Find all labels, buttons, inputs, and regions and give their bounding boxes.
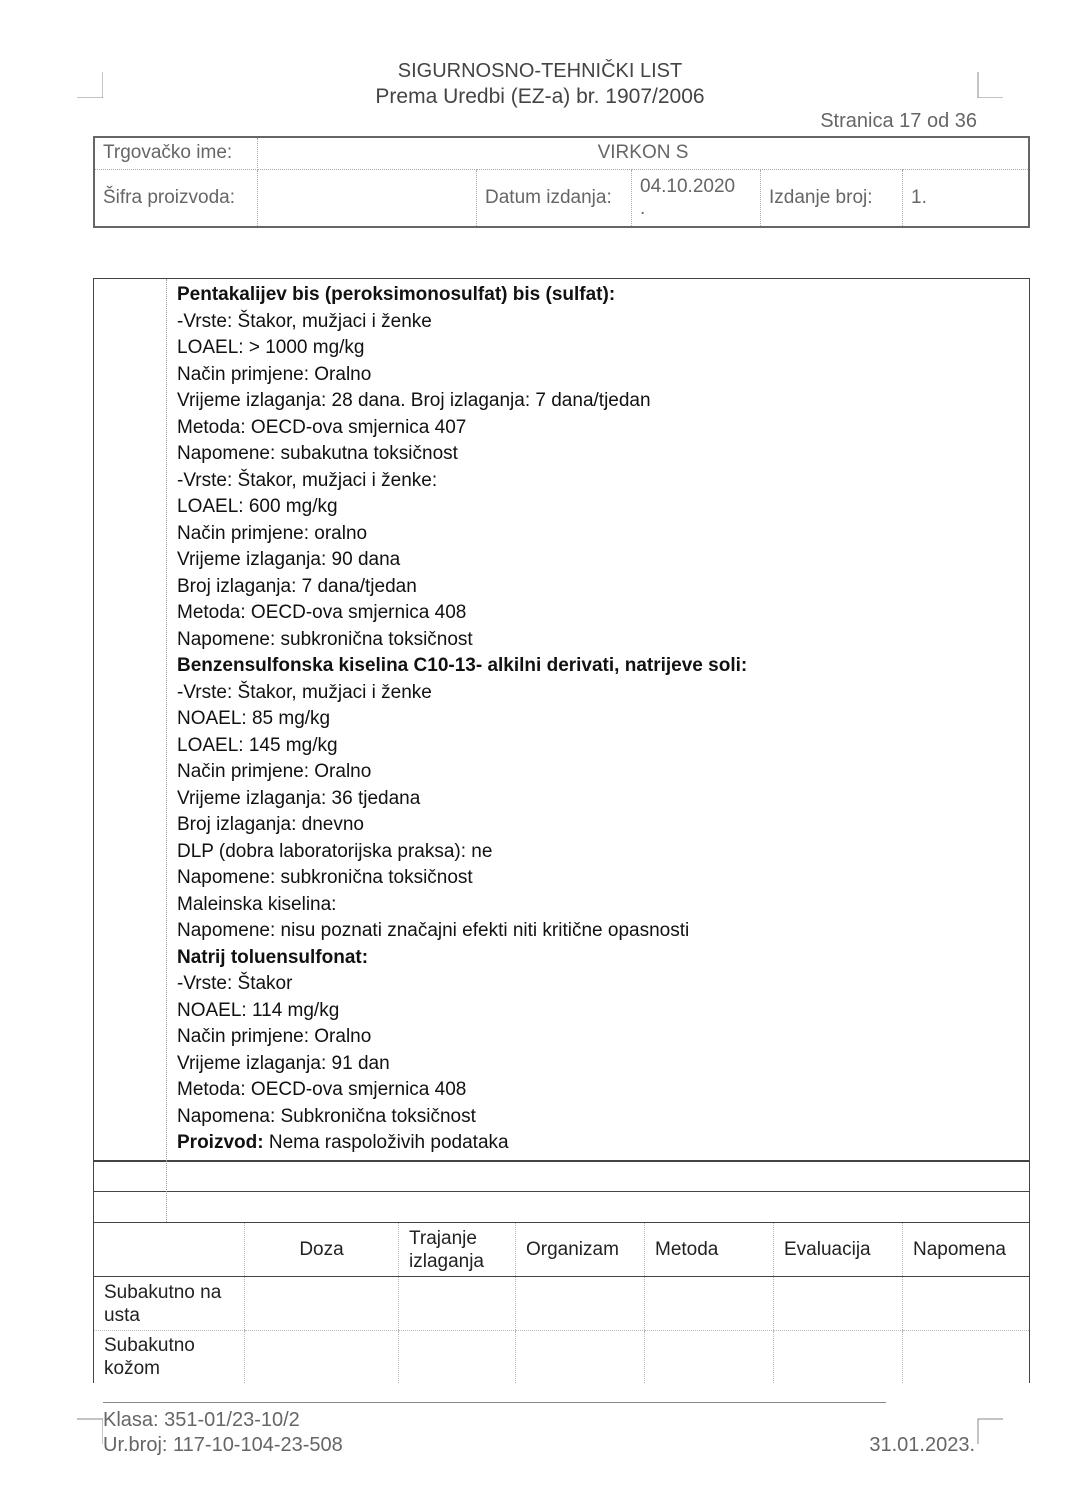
- text-line: DLP (dobra laboratorijska praksa): ne: [177, 840, 493, 862]
- text-line: Benzensulfonska kiselina C10-13- alkilni derivati, natrijeve soli:: [177, 655, 748, 676]
- text-line: Napomene: nisu poznati značajni efekti niti kritične opasnosti: [177, 920, 690, 941]
- text-line: Način primjene: Oralno: [177, 761, 372, 782]
- issue-date-label: Datum izdanja:: [477, 169, 632, 227]
- trade-name-label: Trgovačko ime:: [94, 137, 258, 169]
- dose-table-header: Evaluacija: [774, 1223, 903, 1277]
- toxicity-text: [177, 282, 747, 1157]
- issue-date-dot: .: [640, 197, 646, 219]
- text-line: Način primjene: Oralno: [177, 1026, 372, 1047]
- text-line: Metoda: OECD-ova smjernica 408: [177, 602, 467, 623]
- row-label: Subakutno na usta: [94, 1277, 245, 1331]
- dose-table-header: Metoda: [645, 1223, 774, 1277]
- text-line: Vrijeme izlaganja: 90 dana: [177, 549, 401, 570]
- table-cell: [399, 1277, 516, 1331]
- table-cell: [645, 1331, 774, 1384]
- table-cell: [774, 1277, 903, 1331]
- issue-date-cell: [632, 169, 761, 227]
- table-row: [94, 1331, 1030, 1384]
- text-line: Broj izlaganja: dnevno: [177, 814, 364, 835]
- text-line: Napomena: Subkronična toksičnost: [177, 1105, 476, 1127]
- text-line: NOAEL: 114 mg/kg: [177, 999, 340, 1021]
- text-line: Metoda: OECD-ova smjernica 407: [177, 416, 467, 438]
- text-line: -Vrste: Štakor, mužjaci i ženke: [177, 310, 432, 332]
- text-line: LOAEL: > 1000 mg/kg: [177, 337, 365, 358]
- product-info-table: [93, 136, 1030, 228]
- table-cell: [516, 1277, 645, 1331]
- crop-mark-icon: [977, 72, 1003, 98]
- crop-mark-icon: [977, 1418, 1003, 1444]
- text-line: Način primjene: oralno: [177, 522, 368, 544]
- text-line: -Vrste: Štakor, mužjaci i ženke:: [177, 469, 438, 491]
- row-divider: [93, 1160, 1030, 1161]
- text-line: Vrijeme izlaganja: 91 dan: [177, 1052, 390, 1074]
- footer-divider: [103, 1402, 886, 1403]
- table-cell: [903, 1331, 1030, 1384]
- text-line: Broj izlaganja: 7 dana/tjedan: [177, 575, 417, 597]
- text-line: Vrijeme izlaganja: 36 tjedana: [177, 787, 421, 809]
- table-cell: [774, 1331, 903, 1384]
- text-line: -Vrste: Štakor: [177, 973, 293, 994]
- dose-table: [93, 1222, 1030, 1383]
- bold-prefix: Proizvod:: [177, 1132, 264, 1153]
- table-cell: [399, 1331, 516, 1384]
- crop-mark-icon: [77, 1418, 103, 1444]
- footer-klasa: Klasa: 351-01/23-10/2: [103, 1409, 300, 1431]
- text-line: LOAEL: 145 mg/kg: [177, 734, 338, 756]
- text-line: Pentakalijev bis (peroksimonosulfat) bis (sulfat):: [177, 284, 616, 305]
- text-line: [177, 1130, 747, 1157]
- crop-mark-icon: [77, 72, 103, 98]
- text-line: Vrijeme izlaganja: 28 dana. Broj izlaganja: 7 dana/tjedan: [177, 390, 651, 411]
- text-line: LOAEL: 600 mg/kg: [177, 496, 338, 517]
- edition-value: 1.: [903, 169, 1030, 227]
- trade-name-value: VIRKON S: [258, 137, 1030, 169]
- document-title: SIGURNOSNO-TEHNIČKI LIST: [397, 60, 683, 82]
- text-line: Napomene: subkronična toksičnost: [177, 867, 473, 888]
- dose-table-header: Organizam: [516, 1223, 645, 1277]
- page-number: Stranica 17 od 36: [820, 110, 977, 132]
- dose-table-header: Trajanje izlaganja: [399, 1223, 516, 1277]
- text-line: Napomene: subkronična toksičnost: [177, 628, 473, 650]
- table-cell: [645, 1277, 774, 1331]
- row-divider: [93, 1191, 1030, 1192]
- text-line: Napomene: subakutna toksičnost: [177, 443, 458, 464]
- product-code-label: Šifra proizvoda:: [94, 169, 258, 227]
- table-row: [94, 1277, 1030, 1331]
- dose-table-header: [94, 1223, 245, 1277]
- column-divider: [166, 279, 167, 1161]
- table-cell: [516, 1331, 645, 1384]
- product-code-value: [258, 169, 477, 227]
- text-line: Natrij toluensulfonat:: [177, 946, 369, 968]
- text-line: Maleinska kiselina:: [177, 893, 337, 915]
- dose-table-header: Doza: [245, 1223, 399, 1277]
- line-text: Nema raspoloživih podataka: [263, 1132, 509, 1153]
- edition-label: Izdanje broj:: [761, 169, 903, 227]
- text-line: NOAEL: 85 mg/kg: [177, 708, 331, 729]
- text-line: Način primjene: Oralno: [177, 363, 372, 385]
- table-cell: [245, 1277, 399, 1331]
- footer-date: 31.01.2023.: [869, 1434, 975, 1456]
- document-subtitle: Prema Uredbi (EZ-a) br. 1907/2006: [375, 85, 705, 108]
- column-divider: [166, 1160, 167, 1222]
- text-line: -Vrste: Štakor, mužjaci i ženke: [177, 681, 432, 703]
- row-label: Subakutno kožom: [104, 1335, 195, 1379]
- table-cell: [903, 1277, 1030, 1331]
- dose-table-header: Napomena: [903, 1223, 1030, 1277]
- text-line: Metoda: OECD-ova smjernica 408: [177, 1079, 467, 1100]
- issue-date-value: 04.10.2020: [640, 175, 736, 197]
- footer-urbroj: Ur.broj: 117-10-104-23-508: [103, 1434, 343, 1456]
- table-cell: [245, 1331, 399, 1384]
